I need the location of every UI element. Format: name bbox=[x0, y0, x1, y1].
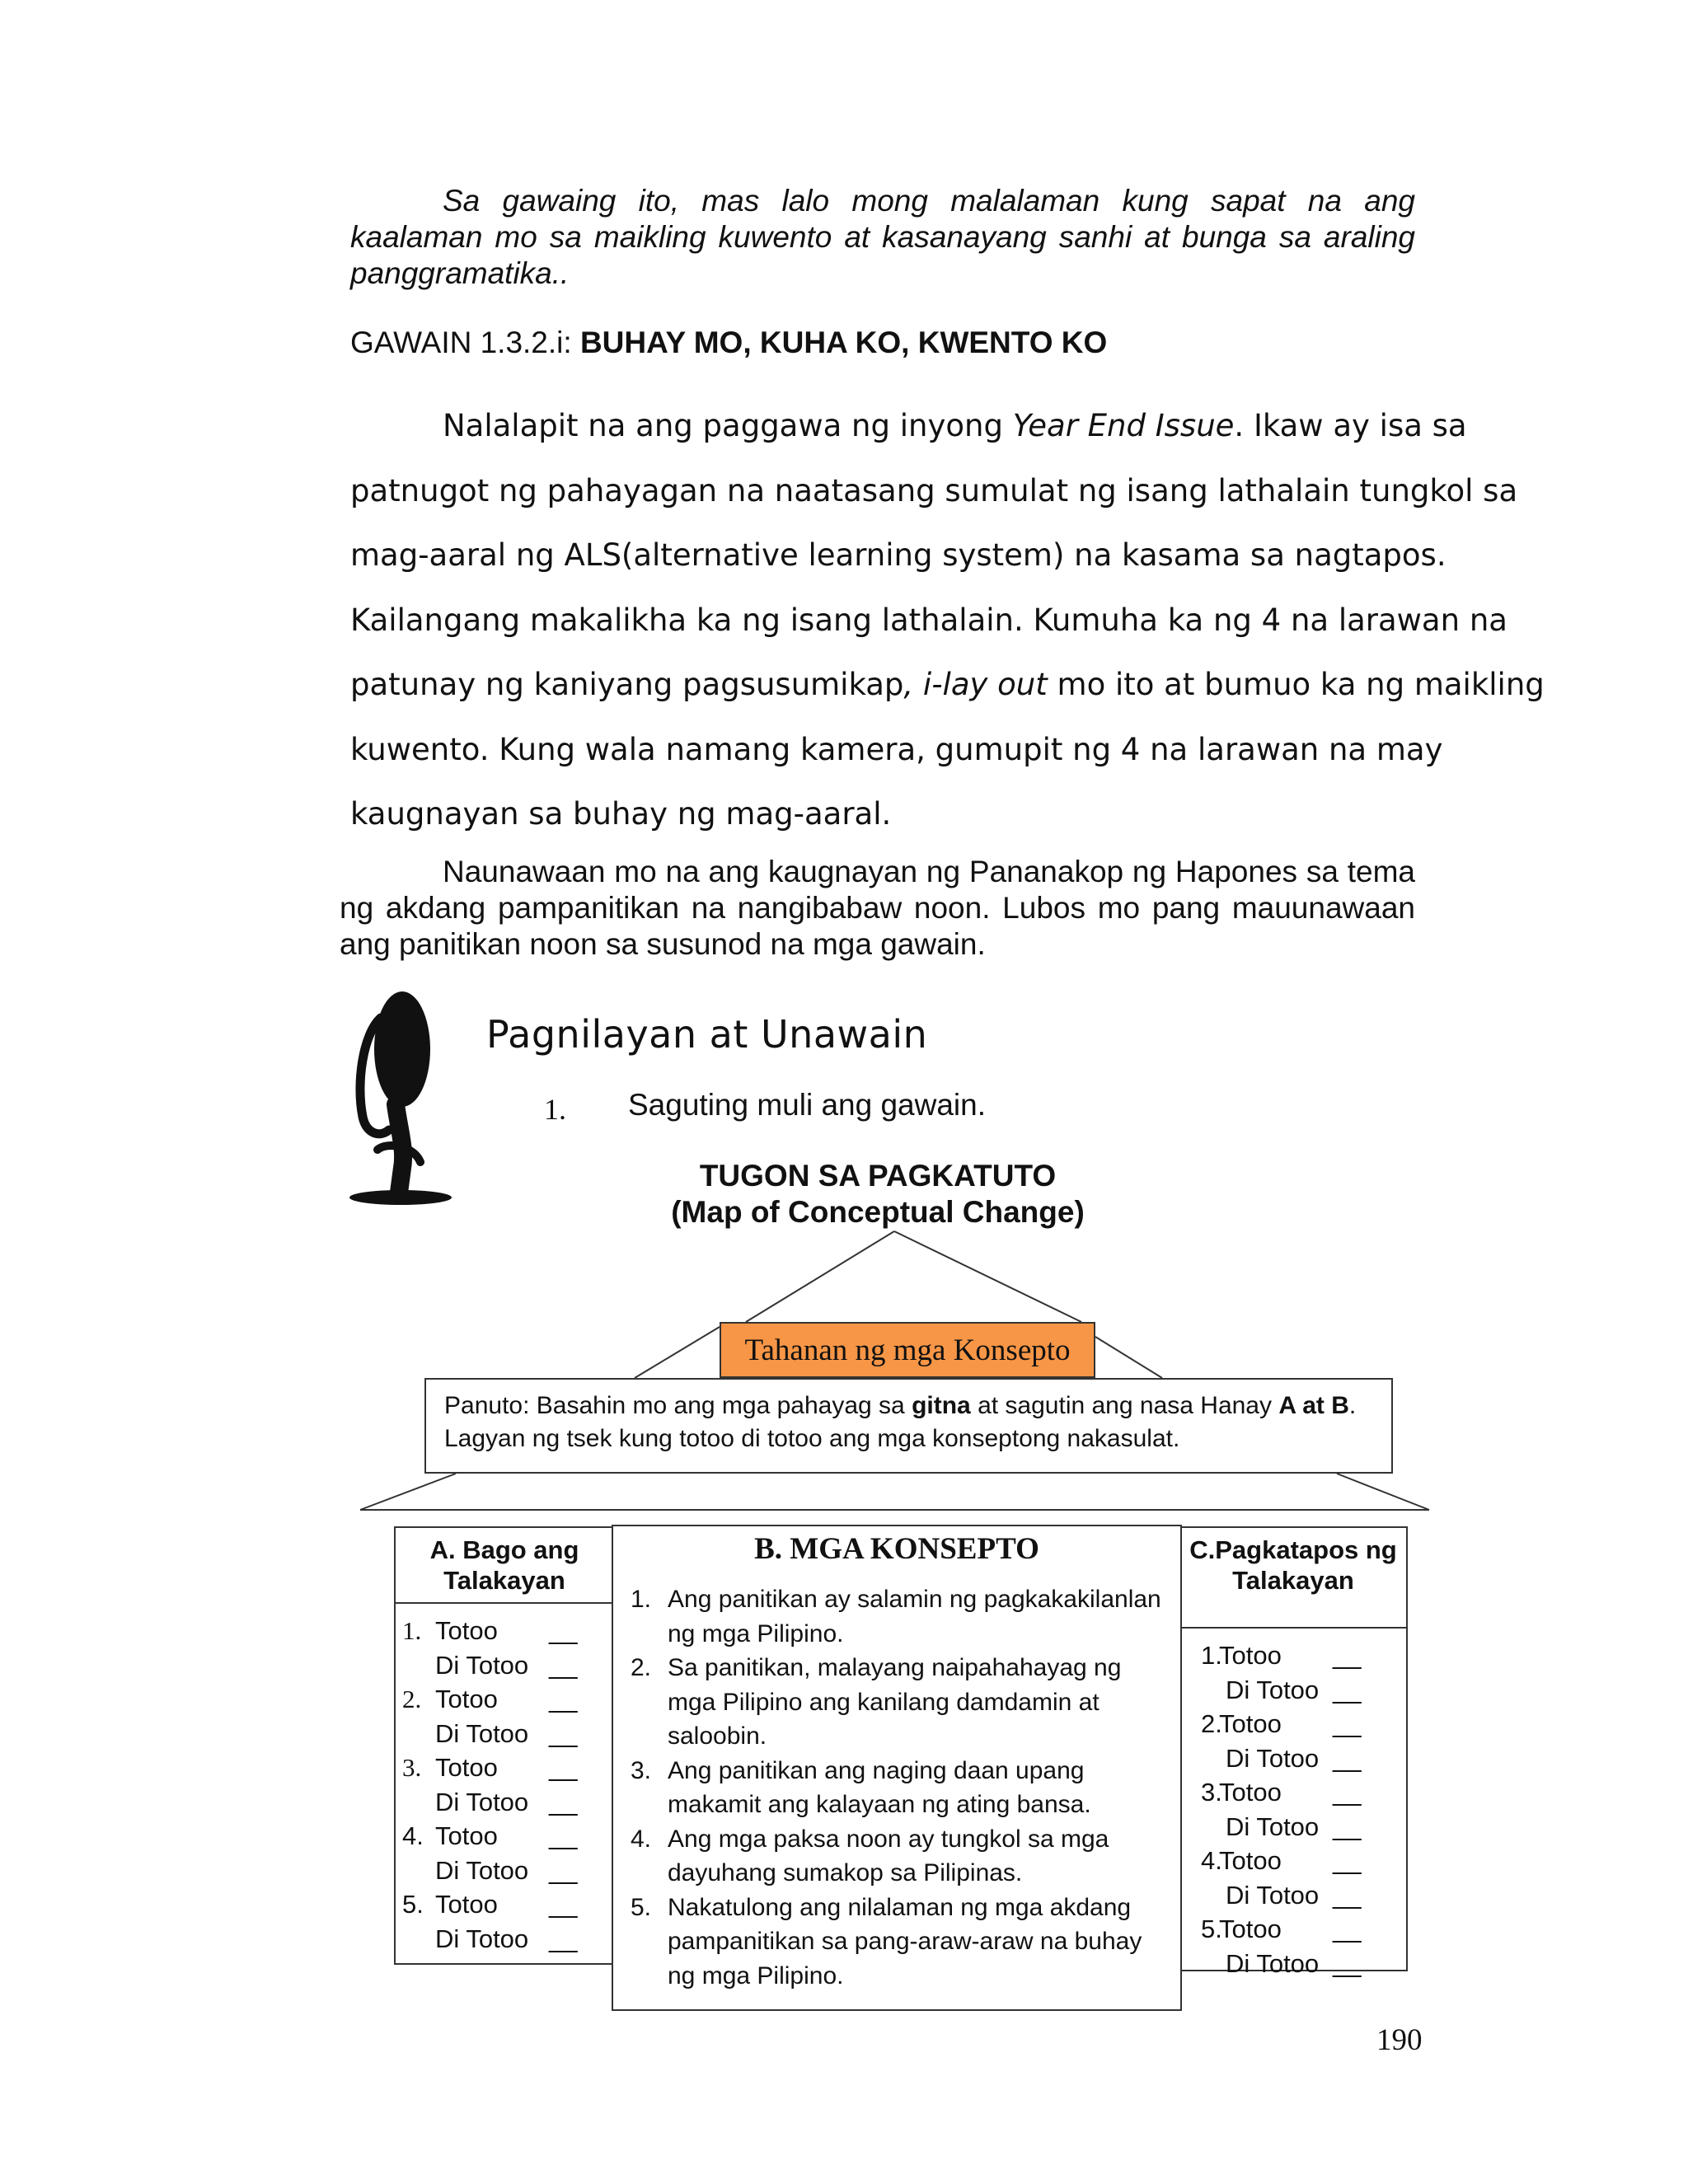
tf-answer-blank[interactable]: __ bbox=[1333, 1778, 1362, 1807]
roof-lower-right-line bbox=[1337, 1474, 1429, 1510]
tf-answer-blank[interactable]: __ bbox=[1333, 1641, 1362, 1670]
task-line-5: patunay ng kaniyang pagsusumikap, i-lay out mo ito at bumuo ka ng maikling bbox=[350, 667, 1545, 702]
tf-answer-blank[interactable]: __ bbox=[549, 1753, 578, 1782]
tf-answer-blank[interactable]: __ bbox=[1333, 1709, 1362, 1738]
task-line-4: Kailangang makalikha ka ng isang lathalain. Kumuha ka ng 4 na larawan na bbox=[350, 602, 1507, 638]
konsepto-item-number: 3. bbox=[631, 1756, 652, 1784]
tf-row bbox=[1201, 1810, 1403, 1844]
column-a-list bbox=[402, 1614, 608, 1956]
roof-shoulder-left-line bbox=[635, 1327, 720, 1378]
column-a-header: A. Bago ang Talakayan bbox=[394, 1526, 615, 1604]
tf-row bbox=[1201, 1775, 1403, 1810]
tf-row-label: Di Totoo bbox=[1226, 1675, 1320, 1704]
tf-row-label: Totoo bbox=[1219, 1846, 1282, 1875]
konsepto-item bbox=[631, 1582, 1170, 1651]
tf-row-label: Totoo bbox=[435, 1890, 498, 1919]
tf-row bbox=[402, 1648, 608, 1683]
panuto-box: Panuto: Basahin mo ang mga pahayag sa gitna at sagutin ang nasa Hanay A at B. Lagyan ng tsek kung totoo di totoo ang mga konseptong nakasulat. bbox=[424, 1378, 1393, 1474]
tf-row-label: Di Totoo bbox=[435, 1650, 529, 1680]
tf-row bbox=[1201, 1673, 1403, 1708]
tf-answer-blank[interactable]: __ bbox=[549, 1616, 578, 1645]
tf-row bbox=[1201, 1844, 1403, 1878]
konsepto-item-number: 5. bbox=[631, 1893, 652, 1921]
tf-row bbox=[402, 1614, 608, 1648]
tahanan-box: Tahanan ng mga Konsepto bbox=[720, 1322, 1095, 1378]
roof-lower-left-line bbox=[360, 1474, 456, 1510]
tf-answer-blank[interactable]: __ bbox=[549, 1718, 578, 1748]
tf-row-label: Di Totoo bbox=[435, 1787, 529, 1816]
tf-answer-blank[interactable]: __ bbox=[549, 1890, 578, 1919]
tf-row-label: Totoo bbox=[435, 1685, 498, 1713]
intro-paragraph: Sa gawaing ito, mas lalo mong malalaman kung sapat na ang kaalaman mo sa maikling kuwento at kasanayang sanhi at bunga sa araling panggramatika.. bbox=[350, 184, 1415, 290]
tf-answer-blank[interactable]: __ bbox=[549, 1924, 578, 1953]
tf-row bbox=[402, 1854, 608, 1888]
konsepto-item bbox=[631, 1891, 1170, 1994]
tf-row-label: Totoo bbox=[1219, 1641, 1282, 1670]
tf-row-label: Di Totoo bbox=[1226, 1948, 1320, 1978]
tf-row-label: Totoo bbox=[435, 1821, 498, 1850]
tf-answer-blank[interactable]: __ bbox=[549, 1787, 578, 1816]
tf-answer-blank[interactable]: __ bbox=[1333, 1811, 1362, 1841]
konsepto-item-number: 2. bbox=[631, 1654, 652, 1681]
tf-row-label: Di Totoo bbox=[435, 1718, 529, 1748]
map-title-line-1: TUGON SA PAGKATUTO bbox=[699, 1159, 1057, 1193]
tf-row bbox=[1201, 1638, 1403, 1673]
tf-answer-blank[interactable]: __ bbox=[549, 1685, 578, 1713]
tf-row-label: Totoo bbox=[1219, 1915, 1282, 1943]
tf-row bbox=[402, 1682, 608, 1717]
task-line-3: mag-aaral ng ALS(alternative learning system) na kasama sa nagtapos. bbox=[350, 537, 1447, 573]
tf-row bbox=[1201, 1912, 1403, 1947]
tf-row-label: Di Totoo bbox=[1226, 1880, 1320, 1910]
tf-row-number: 1. bbox=[1201, 1641, 1222, 1670]
task-line-2: patnugot ng pahayagan na naatasang sumulat ng isang lathalain tungkol sa bbox=[350, 472, 1518, 509]
tf-answer-blank[interactable]: __ bbox=[549, 1650, 578, 1680]
question-number: 1. bbox=[544, 1093, 566, 1126]
konsepto-list bbox=[631, 1582, 1170, 1993]
tf-row-number: 4. bbox=[402, 1821, 424, 1850]
tf-answer-blank[interactable]: __ bbox=[1333, 1846, 1362, 1875]
konsepto-item bbox=[631, 1651, 1170, 1754]
konsepto-item-text: Ang panitikan ay salamin ng pagkakakilanlan ng mga Pilipino. bbox=[668, 1586, 1161, 1647]
tf-row-number: 2. bbox=[402, 1685, 422, 1713]
konsepto-item-text: Nakatulong ang nilalaman ng mga akdang pampanitikan sa pang-araw-araw na buhay ng mga Pilipino. bbox=[668, 1893, 1142, 1990]
tf-row bbox=[402, 1717, 608, 1751]
column-c-list bbox=[1201, 1638, 1403, 1980]
tf-answer-blank[interactable]: __ bbox=[1333, 1675, 1362, 1704]
gawain-title: BUHAY MO, KUHA KO, KWENTO KO bbox=[579, 326, 1108, 359]
roof-top-left-line bbox=[746, 1231, 894, 1322]
tf-row-label: Di Totoo bbox=[435, 1924, 529, 1953]
tf-row-label: Totoo bbox=[435, 1753, 498, 1782]
konsepto-item-number: 1. bbox=[631, 1586, 652, 1613]
tf-row-label: Totoo bbox=[1219, 1709, 1282, 1738]
tf-row-number: 2. bbox=[1201, 1709, 1222, 1738]
page-number: 190 bbox=[1376, 2023, 1423, 2057]
tf-row-number: 1. bbox=[402, 1616, 422, 1645]
tf-row-number: 5. bbox=[1201, 1915, 1222, 1943]
tf-answer-blank[interactable]: __ bbox=[549, 1855, 578, 1885]
tf-row bbox=[402, 1750, 608, 1785]
column-c-header: C.Pagkatapos ng Talakayan bbox=[1179, 1526, 1408, 1629]
konsepto-item-text: Ang mga paksa noon ay tungkol sa mga dayuhang sumakop sa Pilipinas. bbox=[668, 1825, 1109, 1886]
tf-answer-blank[interactable]: __ bbox=[1333, 1915, 1362, 1943]
tf-row bbox=[402, 1819, 608, 1854]
konsepto-item-number: 4. bbox=[631, 1825, 652, 1853]
naunawaan-paragraph: Naunawaan mo na ang kaugnayan ng Pananakop ng Hapones sa tema ng akdang pampanitikan na nangibabaw noon. Lubos mo pang mauunawaan ang panitikan noon sa susunod na mga gawain. bbox=[340, 855, 1415, 961]
column-b-header: B. MGA KONSEPTO bbox=[754, 1532, 1039, 1566]
tf-row bbox=[1201, 1707, 1403, 1741]
tf-row bbox=[402, 1922, 608, 1957]
tf-row-label: Di Totoo bbox=[1226, 1811, 1320, 1841]
tf-row bbox=[1201, 1878, 1403, 1913]
tf-row-number: 5. bbox=[402, 1890, 424, 1919]
task-line-1: Nalalapit na ang paggawa ng inyong Year End Issue. Ikaw ay isa sa bbox=[443, 408, 1467, 443]
roof-shoulder-right-line bbox=[1095, 1337, 1162, 1378]
tf-row-number: 3. bbox=[1201, 1778, 1222, 1807]
tf-row-number: 4. bbox=[1201, 1846, 1222, 1875]
tf-row-label: Di Totoo bbox=[435, 1855, 529, 1885]
tf-row bbox=[402, 1887, 608, 1922]
konsepto-item bbox=[631, 1754, 1170, 1822]
tf-answer-blank[interactable]: __ bbox=[1333, 1880, 1362, 1910]
map-title-line-2: (Map of Conceptual Change) bbox=[671, 1195, 1085, 1229]
tf-row-label: Di Totoo bbox=[1226, 1743, 1320, 1773]
tf-row bbox=[402, 1785, 608, 1820]
tf-row-label: Totoo bbox=[1219, 1778, 1282, 1807]
roof-top-right-line bbox=[894, 1231, 1081, 1322]
tf-row bbox=[1201, 1947, 1403, 1981]
tf-row-number: 3. bbox=[402, 1753, 422, 1782]
task-line-7: kaugnayan sa buhay ng mag-aaral. bbox=[350, 796, 892, 832]
tf-answer-blank[interactable]: __ bbox=[1333, 1743, 1362, 1773]
konsepto-item-text: Sa panitikan, malayang naipahahayag ng mga Pilipino ang kanilang damdamin at saloobin. bbox=[668, 1654, 1122, 1750]
section-title: Pagnilayan at Unawain bbox=[486, 1012, 928, 1057]
question-text: Saguting muli ang gawain. bbox=[628, 1088, 987, 1122]
tf-row bbox=[1201, 1741, 1403, 1776]
tf-answer-blank[interactable]: __ bbox=[1333, 1948, 1362, 1978]
tf-row-label: Totoo bbox=[435, 1616, 498, 1645]
tf-answer-blank[interactable]: __ bbox=[549, 1821, 578, 1850]
gawain-label: GAWAIN 1.3.2.i: bbox=[350, 326, 580, 359]
konsepto-item bbox=[631, 1822, 1170, 1891]
konsepto-item-text: Ang panitikan ang naging daan upang makamit ang kalayaan ng ating bansa. bbox=[668, 1756, 1091, 1818]
task-line-6: kuwento. Kung wala namang kamera, gumupit ng 4 na larawan na may bbox=[350, 731, 1443, 767]
